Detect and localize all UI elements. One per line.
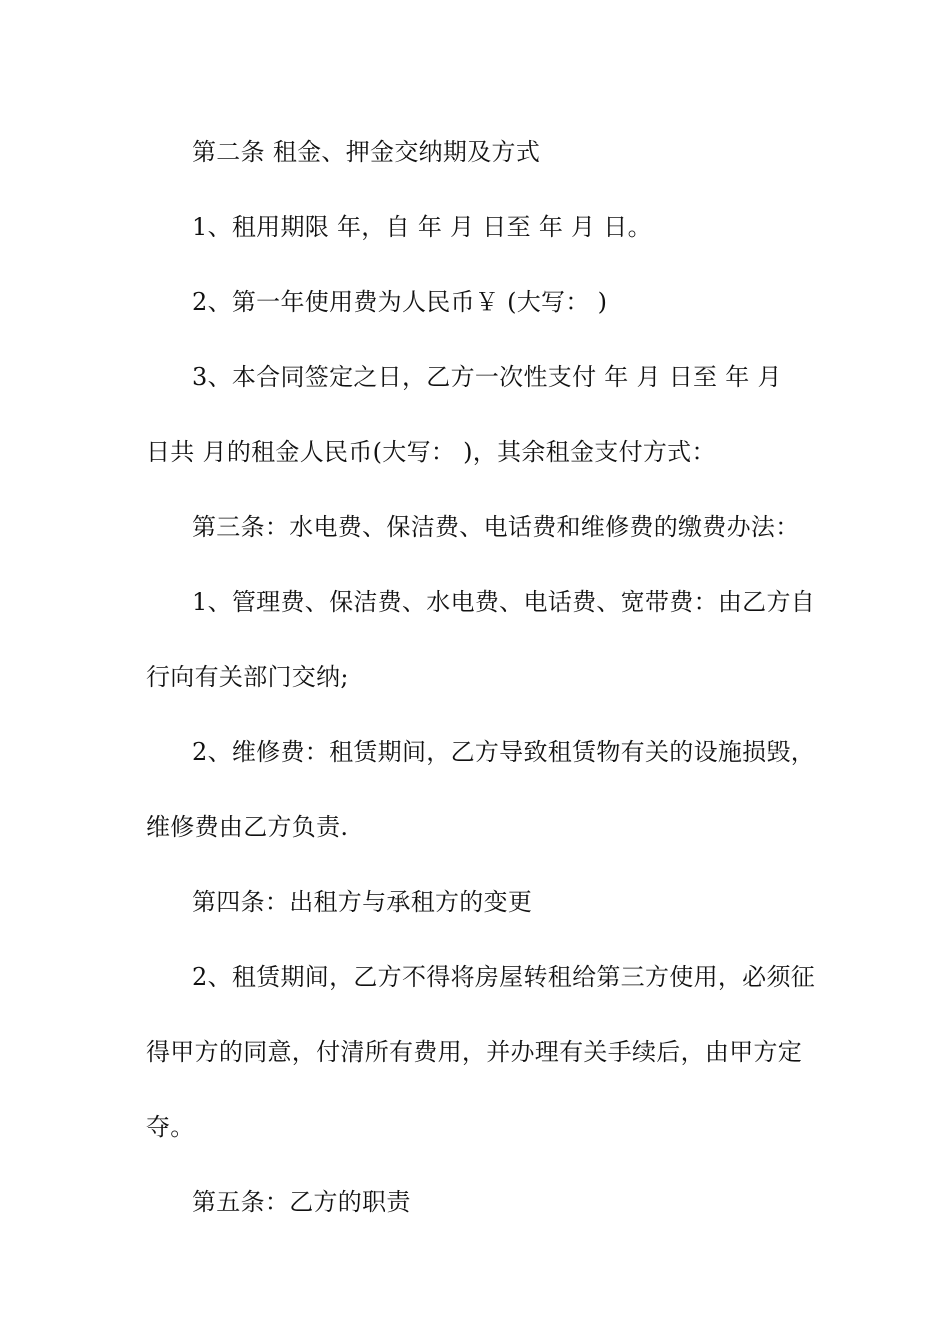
payment-clause-line-1: 3、本合同签定之日，乙方一次性支付 年 月 日至 年 月 — [192, 363, 782, 391]
sublease-clause-line-1: 2、租赁期间，乙方不得将房屋转租给第三方使用，必须征 — [192, 963, 816, 991]
utility-fees-line-1: 1、管理费、保洁费、水电费、电话费、宽带费：由乙方自 — [192, 588, 816, 616]
article-3-heading: 第三条：水电费、保洁费、电话费和维修费的缴费办法： — [192, 513, 800, 541]
utility-fees-line-2: 行向有关部门交纳; — [146, 663, 349, 691]
first-year-fee-line: 2、第一年使用费为人民币￥ (大写： ) — [192, 288, 608, 316]
payment-clause-line-2: 日共 月的租金人民币(大写： )，其余租金支付方式： — [146, 438, 716, 466]
repair-fee-line-1: 2、维修费：租赁期间，乙方导致租赁物有关的设施损毁， — [192, 738, 816, 766]
article-4-heading: 第四条：出租方与承租方的变更 — [192, 888, 533, 916]
article-2-heading: 第二条 租金、押金交纳期及方式 — [192, 138, 541, 166]
repair-fee-line-2: 维修费由乙方负责. — [146, 813, 349, 841]
article-5-heading: 第五条：乙方的职责 — [192, 1188, 411, 1216]
lease-term-line: 1、租用期限 年，自 年 月 日至 年 月 日。 — [192, 213, 652, 241]
sublease-clause-line-3: 夺。 — [146, 1113, 195, 1141]
sublease-clause-line-2: 得甲方的同意，付清所有费用，并办理有关手续后，由甲方定 — [146, 1038, 803, 1066]
